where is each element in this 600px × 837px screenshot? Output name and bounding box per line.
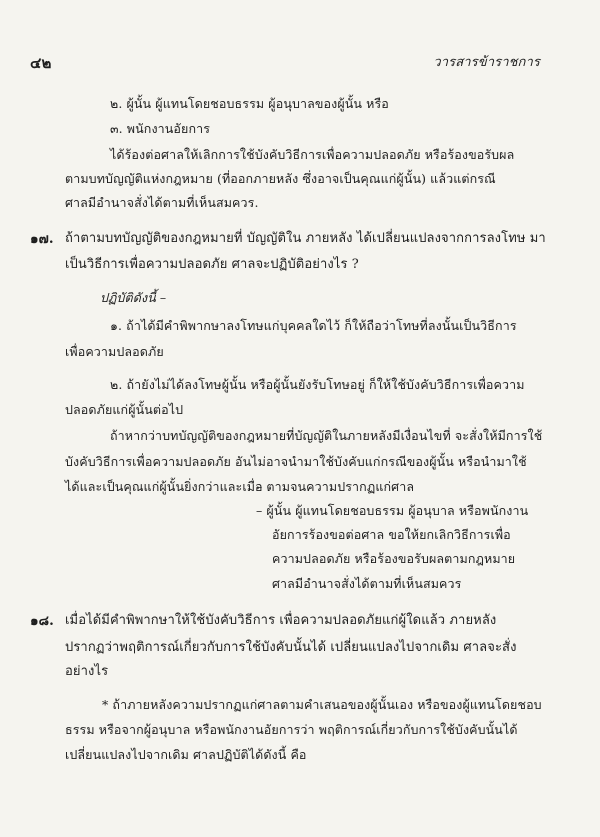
question-17-line: ถ้าตามบทบัญญัติของกฎหมายที่ บัญญัติใน ภายหลัง ได้เปลี่ยนแปลงจากการลงโทษ มา (65, 231, 546, 246)
practice-item-2-cont: ปลอดภัยแก่ผู้นั้นต่อไป (65, 402, 184, 417)
paragraph-line: ศาลมีอำนาจสั่งได้ตามที่เห็นสมควร. (65, 195, 259, 210)
paragraph-line: ได้และเป็นคุณแก่ผู้นั้นยิ่งกว่าและเมื่อ (65, 479, 263, 494)
question-18-line: ปรากฏว่าพฤติการณ์เกี่ยวกับการใช้บังคับนั้นได้ เปลี่ยนแปลงไปจากเดิม ศาลจะสั่ง (65, 640, 517, 655)
paragraph-line: ได้ร้องต่อศาลให้เลิกการใช้บังคับวิธีการเพื่อความปลอดภัย หรือร้องขอรับผล (110, 147, 515, 162)
condition-item-1: – ตามจนความปรากฏแก่ศาล (256, 479, 415, 494)
paragraph-line: ถ้าหากว่าบทบัญญัติของกฎหมายที่บัญญัติในภายหลังมีเงื่อนไขที่ จะสั่งให้มีการใช้ (110, 428, 543, 443)
list-item-2: ๒. ผู้นั้น ผู้แทนโดยชอบธรรม ผู้อนุบาลของผู้นั้น หรือ (110, 96, 389, 111)
answer-18-line: ธรรม หรือจากผู้อนุบาล หรือพนักงานอัยการว่า พฤติการณ์เกี่ยวกับการใช้บังคับนั้นได้ (65, 722, 518, 737)
page-number: ๔๒ (30, 54, 52, 72)
running-header-title: วารสารข้าราชการ (433, 55, 540, 70)
paragraph-line: บังคับวิธีการเพื่อความปลอดภัย อันไม่อาจนำมาใช้บังคับแก่กรณีของผู้นั้น หรือนำมาใช้ (65, 454, 527, 469)
question-18-line: เมื่อได้มีคำพิพากษาให้ใช้บังคับวิธีการ เพื่อความปลอดภัยแก่ผู้ใดแล้ว ภายหลัง (65, 613, 497, 628)
question-17-line: เป็นวิธีการเพื่อความปลอดภัย ศาลจะปฏิบัติอย่างไร ? (65, 257, 359, 272)
condition-item-2-cont: ศาลมีอำนาจสั่งได้ตามที่เห็นสมควร (272, 576, 462, 591)
practice-heading: ปฏิบัติดังนี้ – (100, 290, 167, 305)
answer-18-line: * ถ้าภายหลังความปรากฏแก่ศาลตามคำเสนอของผู้นั้นเอง หรือของผู้แทนโดยชอบ (102, 697, 542, 712)
question-18-line: อย่างไร (65, 664, 109, 679)
practice-item-1: ๑. ถ้าได้มีคำพิพากษาลงโทษแก่บุคคลใดไว้ ก็ให้ถือว่าโทษที่ลงนั้นเป็นวิธีการ (110, 318, 517, 333)
list-item-3: ๓. พนักงานอัยการ (110, 121, 211, 136)
condition-item-2: – ผู้นั้น ผู้แทนโดยชอบธรรม ผู้อนุบาล หรือพนักงาน (256, 503, 529, 518)
condition-item-2-cont: อัยการร้องขอต่อศาล ขอให้ยกเลิกวิธีการเพื่อ (272, 527, 511, 542)
condition-item-2-cont: ความปลอดภัย หรือร้องขอรับผลตามกฎหมาย (272, 551, 516, 566)
practice-item-2: ๒. ถ้ายังไม่ได้ลงโทษผู้นั้น หรือผู้นั้นยังรับโทษอยู่ ก็ให้ใช้บังคับวิธีการเพื่อความ (110, 377, 525, 392)
practice-item-1-cont: เพื่อความปลอดภัย (65, 344, 164, 359)
paragraph-line: ตามบทบัญญัติแห่งกฎหมาย (ที่ออกภายหลัง ซึ่งอาจเป็นคุณแก่ผู้นั้น) แล้วแต่กรณี (65, 171, 496, 186)
answer-18-line: เปลี่ยนแปลงไปจากเดิม ศาลปฏิบัติได้ดังนี้ คือ (65, 747, 307, 762)
question-number-17: ๑๗. (30, 231, 54, 247)
question-number-18: ๑๘. (30, 613, 54, 629)
